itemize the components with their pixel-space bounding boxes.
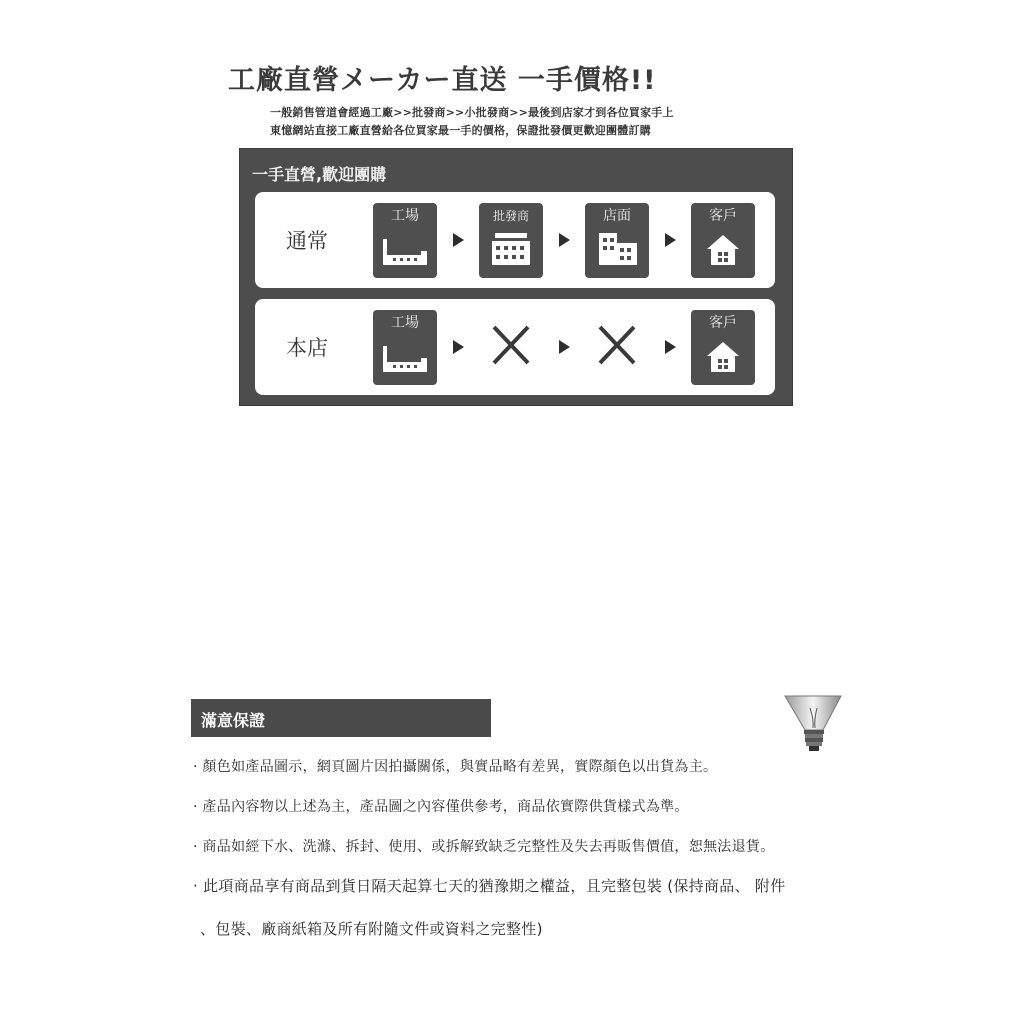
subtitle-line-1: 一般銷售管道會經過工廠>>批發商>>小批發商>>最後到店家才到各位買家手上 (270, 106, 674, 119)
arrow-right-icon (559, 340, 570, 354)
cross-icon (597, 324, 637, 366)
note-no-return: · 商品如經下水、洗滌、拆封、使用、或拆解致缺乏完整性及失去再販售價值，恕無法退貨。 (193, 839, 775, 855)
flow-node-wholesaler (479, 203, 543, 278)
flow-node-customer (691, 203, 755, 278)
flow-node-factory (373, 310, 437, 385)
node-label: 客戶 (709, 208, 737, 224)
node-label: 店面 (603, 208, 631, 224)
cross-icon (491, 324, 531, 366)
factory-icon (373, 225, 437, 275)
node-label: 批發商 (492, 209, 529, 223)
subtitle-line-2: 東憶網站直接工廠直營給各位買家最一手的價格，保證批發價更歡迎團體訂購 (270, 124, 651, 137)
arrow-right-icon (665, 340, 676, 354)
node-label: 工場 (391, 315, 419, 331)
light-bulb-icon (783, 694, 845, 754)
node-label: 客戶 (709, 315, 737, 331)
flow-panel-title: 一手直營,歡迎團購 (252, 165, 387, 184)
note-cooling-off: · 此項商品享有商品到貨日隔天起算七天的猶豫期之權益，且完整包裝 (保持商品、 附件 (193, 877, 786, 895)
note-color: · 顏色如產品圖示，網頁圖片因拍攝關係，與實品略有差異，實際顏色以出貨為主。 (193, 759, 718, 775)
house-icon (691, 332, 755, 382)
satisfaction-title: 滿意保證 (201, 711, 266, 730)
row-label-normal: 通常 (286, 229, 328, 253)
flow-node-customer (691, 310, 755, 385)
page-title: 工廠直營メーカー直送 一手價格!! (228, 65, 657, 96)
arrow-right-icon (665, 233, 676, 247)
note-cooling-off-continued: 、包裝、廠商紙箱及所有附隨文件或資料之完整性) (200, 920, 543, 938)
note-contents: · 產品內容物以上述為主，產品圖之內容僅供參考，商品依實際供貨樣式為準。 (193, 799, 689, 815)
flow-row-normal (255, 192, 775, 288)
flow-row-store (255, 299, 775, 395)
flow-node-factory (373, 203, 437, 278)
arrow-right-icon (453, 233, 464, 247)
satisfaction-header (191, 699, 491, 737)
arrow-right-icon (559, 233, 570, 247)
node-label: 工場 (391, 208, 419, 224)
arrow-right-icon (453, 340, 464, 354)
store-building-icon (585, 225, 649, 275)
factory-icon (373, 332, 437, 382)
row-label-store: 本店 (286, 336, 328, 360)
distribution-flow-panel (239, 148, 793, 406)
house-icon (691, 225, 755, 275)
flow-node-store (585, 203, 649, 278)
wholesaler-building-icon (479, 225, 543, 275)
